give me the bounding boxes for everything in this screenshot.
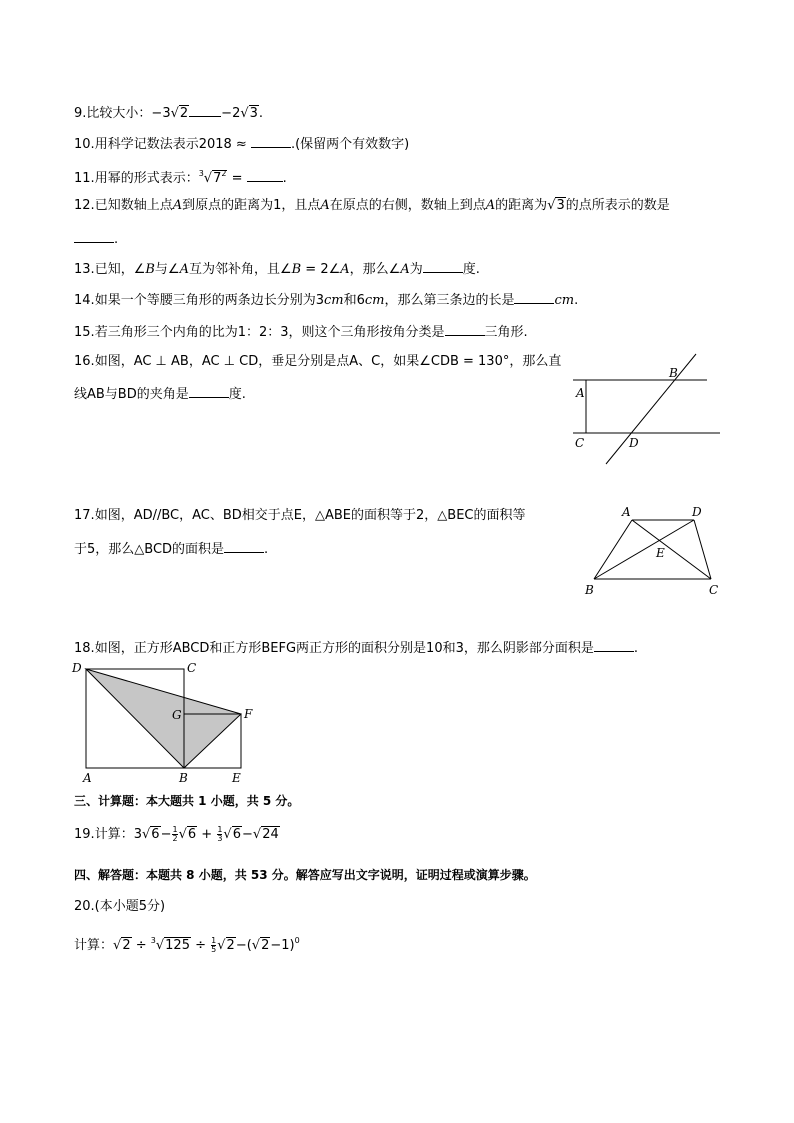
question-16-cont: 线AB与BD的夹角是 度. — [74, 384, 246, 404]
line-bd — [606, 354, 696, 464]
answer-blank[interactable] — [423, 259, 463, 273]
answer-blank[interactable] — [224, 539, 264, 553]
question-15: 15.若三角形三个内角的比为1：2：3，则这个三角形按角分类是 三角形. — [74, 322, 528, 342]
question-12-cont: . — [74, 229, 118, 249]
label-d: D — [629, 436, 639, 450]
label-f: F — [244, 707, 253, 721]
label-c: C — [709, 583, 719, 597]
question-9: 9.比较大小：−3√2 −2√3. — [74, 103, 263, 123]
question-20: 计算：√2 ÷ $^3$√125 ÷ $\frac{1}{5}$ $√2-(√2-1)^0$ — [74, 936, 300, 954]
label-b: B — [585, 583, 594, 597]
question-18: 18.如图，正方形ABCD和正方形BEFG两正方形的面积分别是10和3，那么阴影部分面积是 . — [74, 638, 638, 658]
section-3-heading: 三、计算题：本大题共 1 小题，共 5 分。 — [74, 794, 300, 808]
figure-17 — [578, 500, 728, 605]
label-g: G — [172, 708, 182, 722]
figure-18 — [66, 655, 266, 787]
question-17: 17.如图，AD//BC，AC、BD相交于点E，△ABE的面积等于2，△BEC的面积等 — [74, 508, 526, 523]
answer-blank[interactable] — [514, 290, 554, 304]
question-16: 16.如图，AC ⊥ AB，AC ⊥ CD，垂足分别是点A、C，如果∠CDB = 130°，那么直 — [74, 354, 562, 369]
answer-blank[interactable] — [594, 638, 634, 652]
label-e: E — [232, 771, 241, 785]
label-e: E — [656, 546, 665, 560]
question-13: 13.已知，∠B与∠A互为邻补角，且∠B = 2∠A，那么∠A为 度. — [74, 259, 480, 279]
question-12: 12.已知数轴上点A到原点的距离为1，且点A在原点的右侧，数轴上到点A的距离为√3的点所表示的数是 — [74, 198, 670, 213]
section-4-heading: 四、解答题：本题共 8 小题，共 53 分。解答应写出文字说明，证明过程或演算步骤。 — [74, 868, 536, 882]
answer-blank[interactable] — [251, 134, 291, 148]
label-a: A — [576, 386, 585, 400]
question-17-cont: 于5，那么△BCD的面积是 . — [74, 539, 268, 559]
figure-16 — [565, 350, 730, 470]
label-a: A — [622, 505, 631, 519]
label-d: D — [692, 505, 702, 519]
label-a: A — [83, 771, 92, 785]
question-20-title: 20.(本小题5分) — [74, 899, 166, 914]
question-10: 10.用科学记数法表示2018 ≈ .(保留两个有效数字) — [74, 134, 409, 154]
label-c: C — [187, 661, 197, 675]
label-b: B — [669, 366, 678, 380]
answer-blank[interactable] — [247, 168, 283, 182]
answer-blank[interactable] — [189, 384, 229, 398]
question-19: 19.计算：3√6− $\frac{1}{2}$ √6 + $\frac{1}{3}$ √6−√24 — [74, 825, 279, 843]
question-14: 14.如果一个等腰三角形的两条边长分别为3cm和6cm，那么第三条边的长是 cm. — [74, 290, 578, 310]
label-d: D — [72, 661, 82, 675]
answer-blank[interactable] — [445, 322, 485, 336]
question-11: 11.用幂的形式表示：$^3√7^2$ = . — [74, 169, 287, 186]
label-c: C — [575, 436, 585, 450]
label-b: B — [179, 771, 188, 785]
answer-blank[interactable] — [74, 229, 114, 243]
answer-blank[interactable] — [189, 103, 221, 117]
